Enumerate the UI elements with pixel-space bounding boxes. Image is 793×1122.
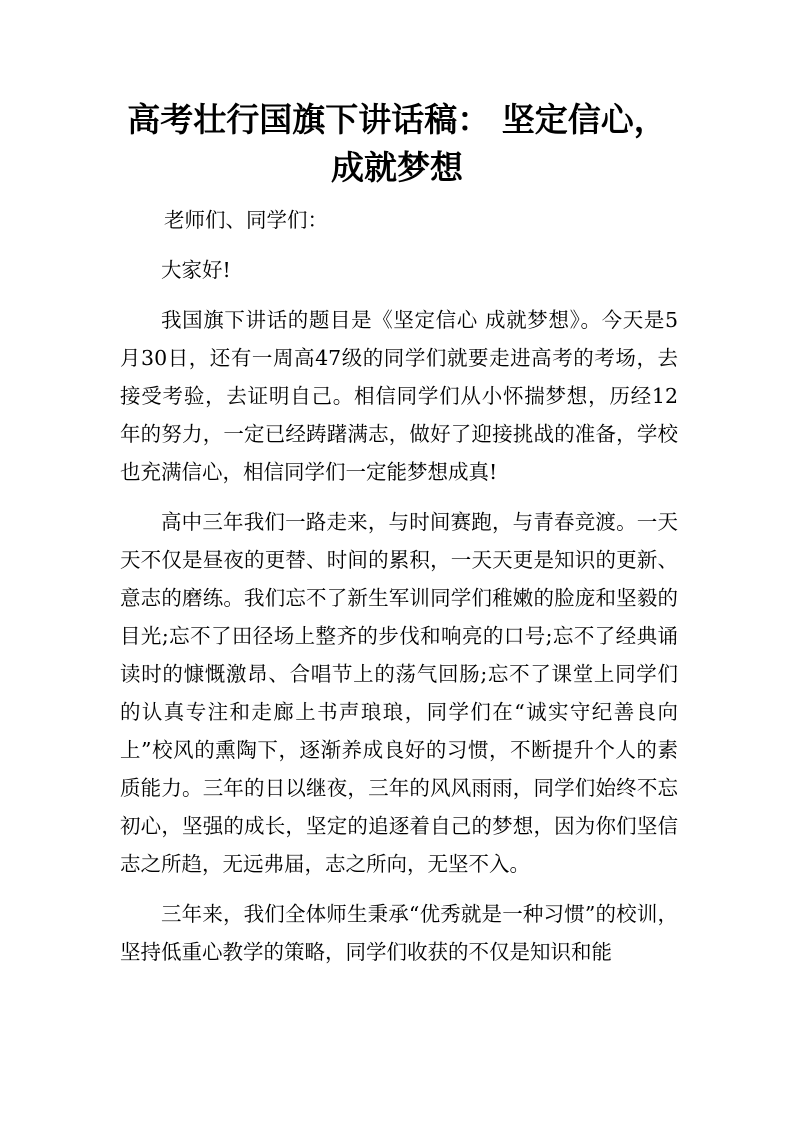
- document-body: [120, 201, 678, 983]
- paragraph-2: 高中三年我们一路走来，与时间赛跑，与青春竞渡。一天天不仅是昼夜的更替、时间的累积，一天天更是知识的更新、意志的磨练。我们忘不了新生军训同学们稚嫩的脸庞和坚毅的目光;忘不了田径场上整齐的步伐和响亮的口号;忘不了经典诵读时的慷慨激昂、合唱节上的荡气回肠;忘不了课堂上同学们的认真专注和走廊上书声琅琅，同学们在“诚实守纪善良向上”校风的熏陶下，逐渐养成良好的习惯，不断提升个人的素质能力。三年的日以继夜，三年的风风雨雨，同学们始终不忘初心，坚强的成长，坚定的追逐着自己的梦想，因为你们坚信志之所趋，无远弗届，志之所向，无坚不入。: [120, 510, 678, 876]
- document-title: 高考壮行国旗下讲话稿： 坚定信心，成就梦想: [127, 100, 667, 187]
- paragraph-1: 我国旗下讲话的题目是《坚定信心 成就梦想》。今天是5月30日，还有一周高47级的同学们就要走进高考的考场，去接受考验，去证明自己。相信同学们从小怀揣梦想，历经12年的努力，一定已经踌躇满志，做好了迎接挑战的准备，学校也充满信心，相信同学们一定能梦想成真!: [120, 308, 678, 484]
- greeting: 大家好!: [161, 258, 231, 282]
- salutation: 老师们、同学们：: [164, 208, 328, 232]
- paragraph-3: 三年来，我们全体师生秉承“优秀就是一种习惯”的校训，坚持低重心教学的策略，同学们收获的不仅是知识和能: [120, 902, 678, 964]
